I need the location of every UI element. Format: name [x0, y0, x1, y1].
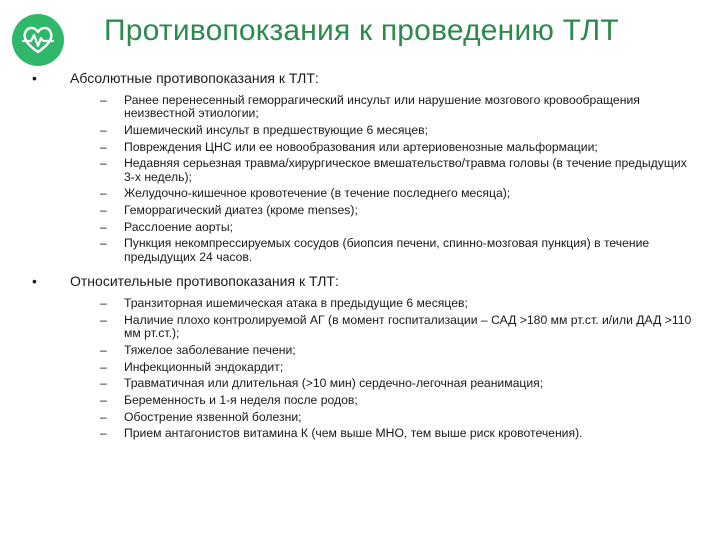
dash: – [100, 139, 107, 154]
list-item [100, 94, 692, 120]
absolute-contraindications-list [32, 94, 692, 264]
list-item [100, 124, 692, 137]
heart-pulse-icon [20, 22, 56, 58]
list-item-text: Прием антагонистов витамина К (чем выше МНО, тем выше риск кровотечения). [124, 426, 583, 441]
list-item-text: Недавняя серьезная травма/хирургическое вмешательство/травма головы (в течение предыдущих 3-х недель); [124, 156, 687, 184]
list-item-text: Наличие плохо контролируемой АГ (в момент госпитализации – САД >180 мм рт.ст. и/или ДАД >110 мм рт.ст.); [124, 312, 692, 341]
list-item-text: Геморрагический диатез (кроме menses); [124, 202, 358, 217]
dash: – [100, 296, 107, 311]
dash: – [100, 312, 107, 327]
list-item-text: Повреждения ЦНС или ее новообразования или артериовенозные мальформации; [124, 139, 598, 154]
list-item [100, 394, 692, 407]
relative-contraindications-list [32, 297, 692, 440]
list-item [100, 204, 692, 217]
dash: – [100, 359, 107, 374]
list-item [100, 314, 692, 340]
list-item [100, 237, 692, 263]
list-item-text: Беременность и 1-я неделя после родов; [124, 392, 358, 407]
slide-title: Противопокзания к проведению ТЛТ [104, 14, 619, 47]
bullet: • [32, 273, 37, 290]
list-item [100, 377, 692, 390]
list-item-text: Расслоение аорты; [124, 219, 233, 234]
list-item-text: Ишемический инсульт в предшествующие 6 месяцев; [124, 122, 429, 137]
dash: – [100, 202, 107, 217]
list-item-text: Желудочно-кишечное кровотечение (в течение последнего месяца); [124, 186, 511, 201]
list-item-text: Обострение язвенной болезни; [124, 409, 302, 424]
list-item [100, 141, 692, 154]
dash: – [100, 236, 107, 251]
list-item [100, 157, 692, 183]
list-item-text: Ранее перенесенный геморрагический инсульт или нарушение мозгового кровообращения неизвестной этиологии; [124, 93, 640, 121]
section-absolute-heading [32, 70, 692, 86]
list-item-text: Тяжелое заболевание печени; [124, 342, 296, 357]
dash: – [100, 186, 107, 201]
list-item-text: Травматичная или длительная (>10 мин) сердечно-легочная реанимация; [124, 376, 544, 391]
list-item [100, 187, 692, 200]
section-title: Относительные противопоказания к ТЛТ: [70, 273, 339, 290]
dash: – [100, 219, 107, 234]
dash: – [100, 409, 107, 424]
section-title: Абсолютные противопоказания к ТЛТ: [70, 70, 319, 86]
dash: – [100, 156, 107, 171]
heart-pulse-logo [12, 14, 64, 66]
list-item-text: Транзиторная ишемическая атака в предыдущие 6 месяцев; [124, 296, 468, 311]
slide-content [32, 70, 692, 444]
dash: – [100, 122, 107, 137]
dash: – [100, 93, 107, 107]
list-item [100, 361, 692, 374]
list-item [100, 221, 692, 234]
list-item [100, 411, 692, 424]
bullet: • [32, 70, 37, 86]
list-item [100, 344, 692, 357]
dash: – [100, 426, 107, 441]
dash: – [100, 376, 107, 391]
dash: – [100, 392, 107, 407]
list-item-text: Пункция некомпрессируемых сосудов (биопсия печени, спинно-мозговая пункция) в течение предыдущих 24 часов. [124, 236, 650, 264]
dash: – [100, 342, 107, 357]
list-item-text: Инфекционный эндокардит; [124, 359, 284, 374]
list-item [100, 427, 692, 440]
list-item [100, 297, 692, 310]
section-relative-heading [32, 273, 692, 289]
